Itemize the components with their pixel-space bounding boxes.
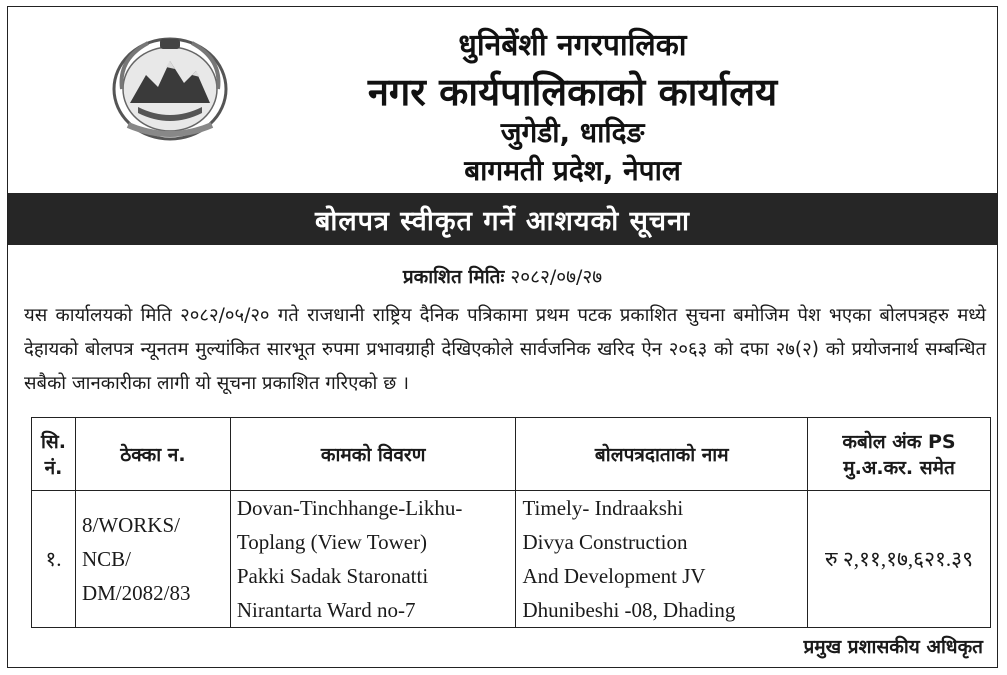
contract-number-line: 8/WORKS/	[81, 513, 180, 537]
letterhead	[8, 7, 997, 193]
cell-serial-number: १.	[32, 491, 76, 628]
cell-bidder-name	[516, 491, 808, 628]
table-row	[32, 491, 991, 628]
notice-frame	[7, 6, 998, 668]
cell-contract-number	[75, 491, 230, 628]
header-contract-number: ठेक्का न.	[75, 418, 230, 491]
table-header-row	[32, 418, 991, 491]
work-description-line: Nirantarta Ward no-7	[236, 598, 416, 622]
published-date-line	[8, 263, 997, 289]
office-province: बागमती प्रदेश, नेपाल	[464, 154, 681, 187]
header-bid-amount	[808, 418, 991, 491]
header-serial-number-line1: सि.	[40, 431, 66, 453]
header-bid-amount-line2: मु.अ.कर. समेत	[843, 457, 955, 479]
cell-work-description	[230, 491, 516, 628]
header-bid-amount-line1: कबोल अंक PS	[842, 431, 956, 453]
office-name: नगर कार्यपालिकाको कार्यालय	[367, 70, 778, 114]
work-description-line: Toplang (View Tower)	[236, 530, 428, 554]
notice-title: बोलपत्र स्वीकृत गर्ने आशयको सूचना	[314, 205, 691, 237]
header-serial-number-line2: नं.	[44, 457, 63, 479]
signatory-title: प्रमुख प्रशासकीय अधिकृत	[803, 636, 983, 658]
notice-title-banner	[8, 193, 997, 245]
contract-number-line: NCB/	[81, 547, 131, 571]
bidder-name-line: Dhunibeshi -08, Dhading	[522, 598, 736, 622]
award-table	[31, 417, 991, 628]
contract-number-line: DM/2082/83	[81, 581, 191, 605]
cell-bid-amount: रु २,११,१७,६२१.३९	[808, 491, 991, 628]
office-location: जुगेडी, धादिङ	[500, 116, 645, 149]
work-description-line: Pakki Sadak Staronatti	[236, 564, 429, 588]
bidder-name-line: Divya Construction	[522, 530, 688, 554]
header-bidder-name: बोलपत्रदाताको नाम	[516, 418, 808, 491]
notice-body: यस कार्यालयको मिति २०८२/०५/२० गते राजधानी राष्ट्रिय दैनिक पत्रिकामा प्रथम पटक प्रकाशित सुचना बमोजिम पेश भएका बोलपत्रहरु मध्ये देहायको बोलपत्र न्यूनतम मुल्यांकित सारभूत रुपमा प्रभावग्राही देखिएकोले सार्वजनिक खरिद ऐन २०६३ को दफा २७(२) को प्रयोजनार्थ सम्बन्धित सबैको जानकारीका लागी यो सूचना प्रकाशित गरिएको छ ।	[24, 305, 986, 394]
published-date-value: २०८२/०७/२७	[510, 266, 603, 288]
bidder-name-line: Timely- Indraakshi	[522, 496, 684, 520]
work-description-line: Dovan-Tinchhange-Likhu-	[236, 496, 463, 520]
header-serial-number	[32, 418, 76, 491]
published-date-label: प्रकाशित मितिः	[402, 266, 505, 288]
municipality-name: धुनिबेंशी नगरपालिका	[458, 28, 687, 63]
bidder-name-line: And Development JV	[522, 564, 706, 588]
header-work-description: कामको विवरण	[230, 418, 516, 491]
